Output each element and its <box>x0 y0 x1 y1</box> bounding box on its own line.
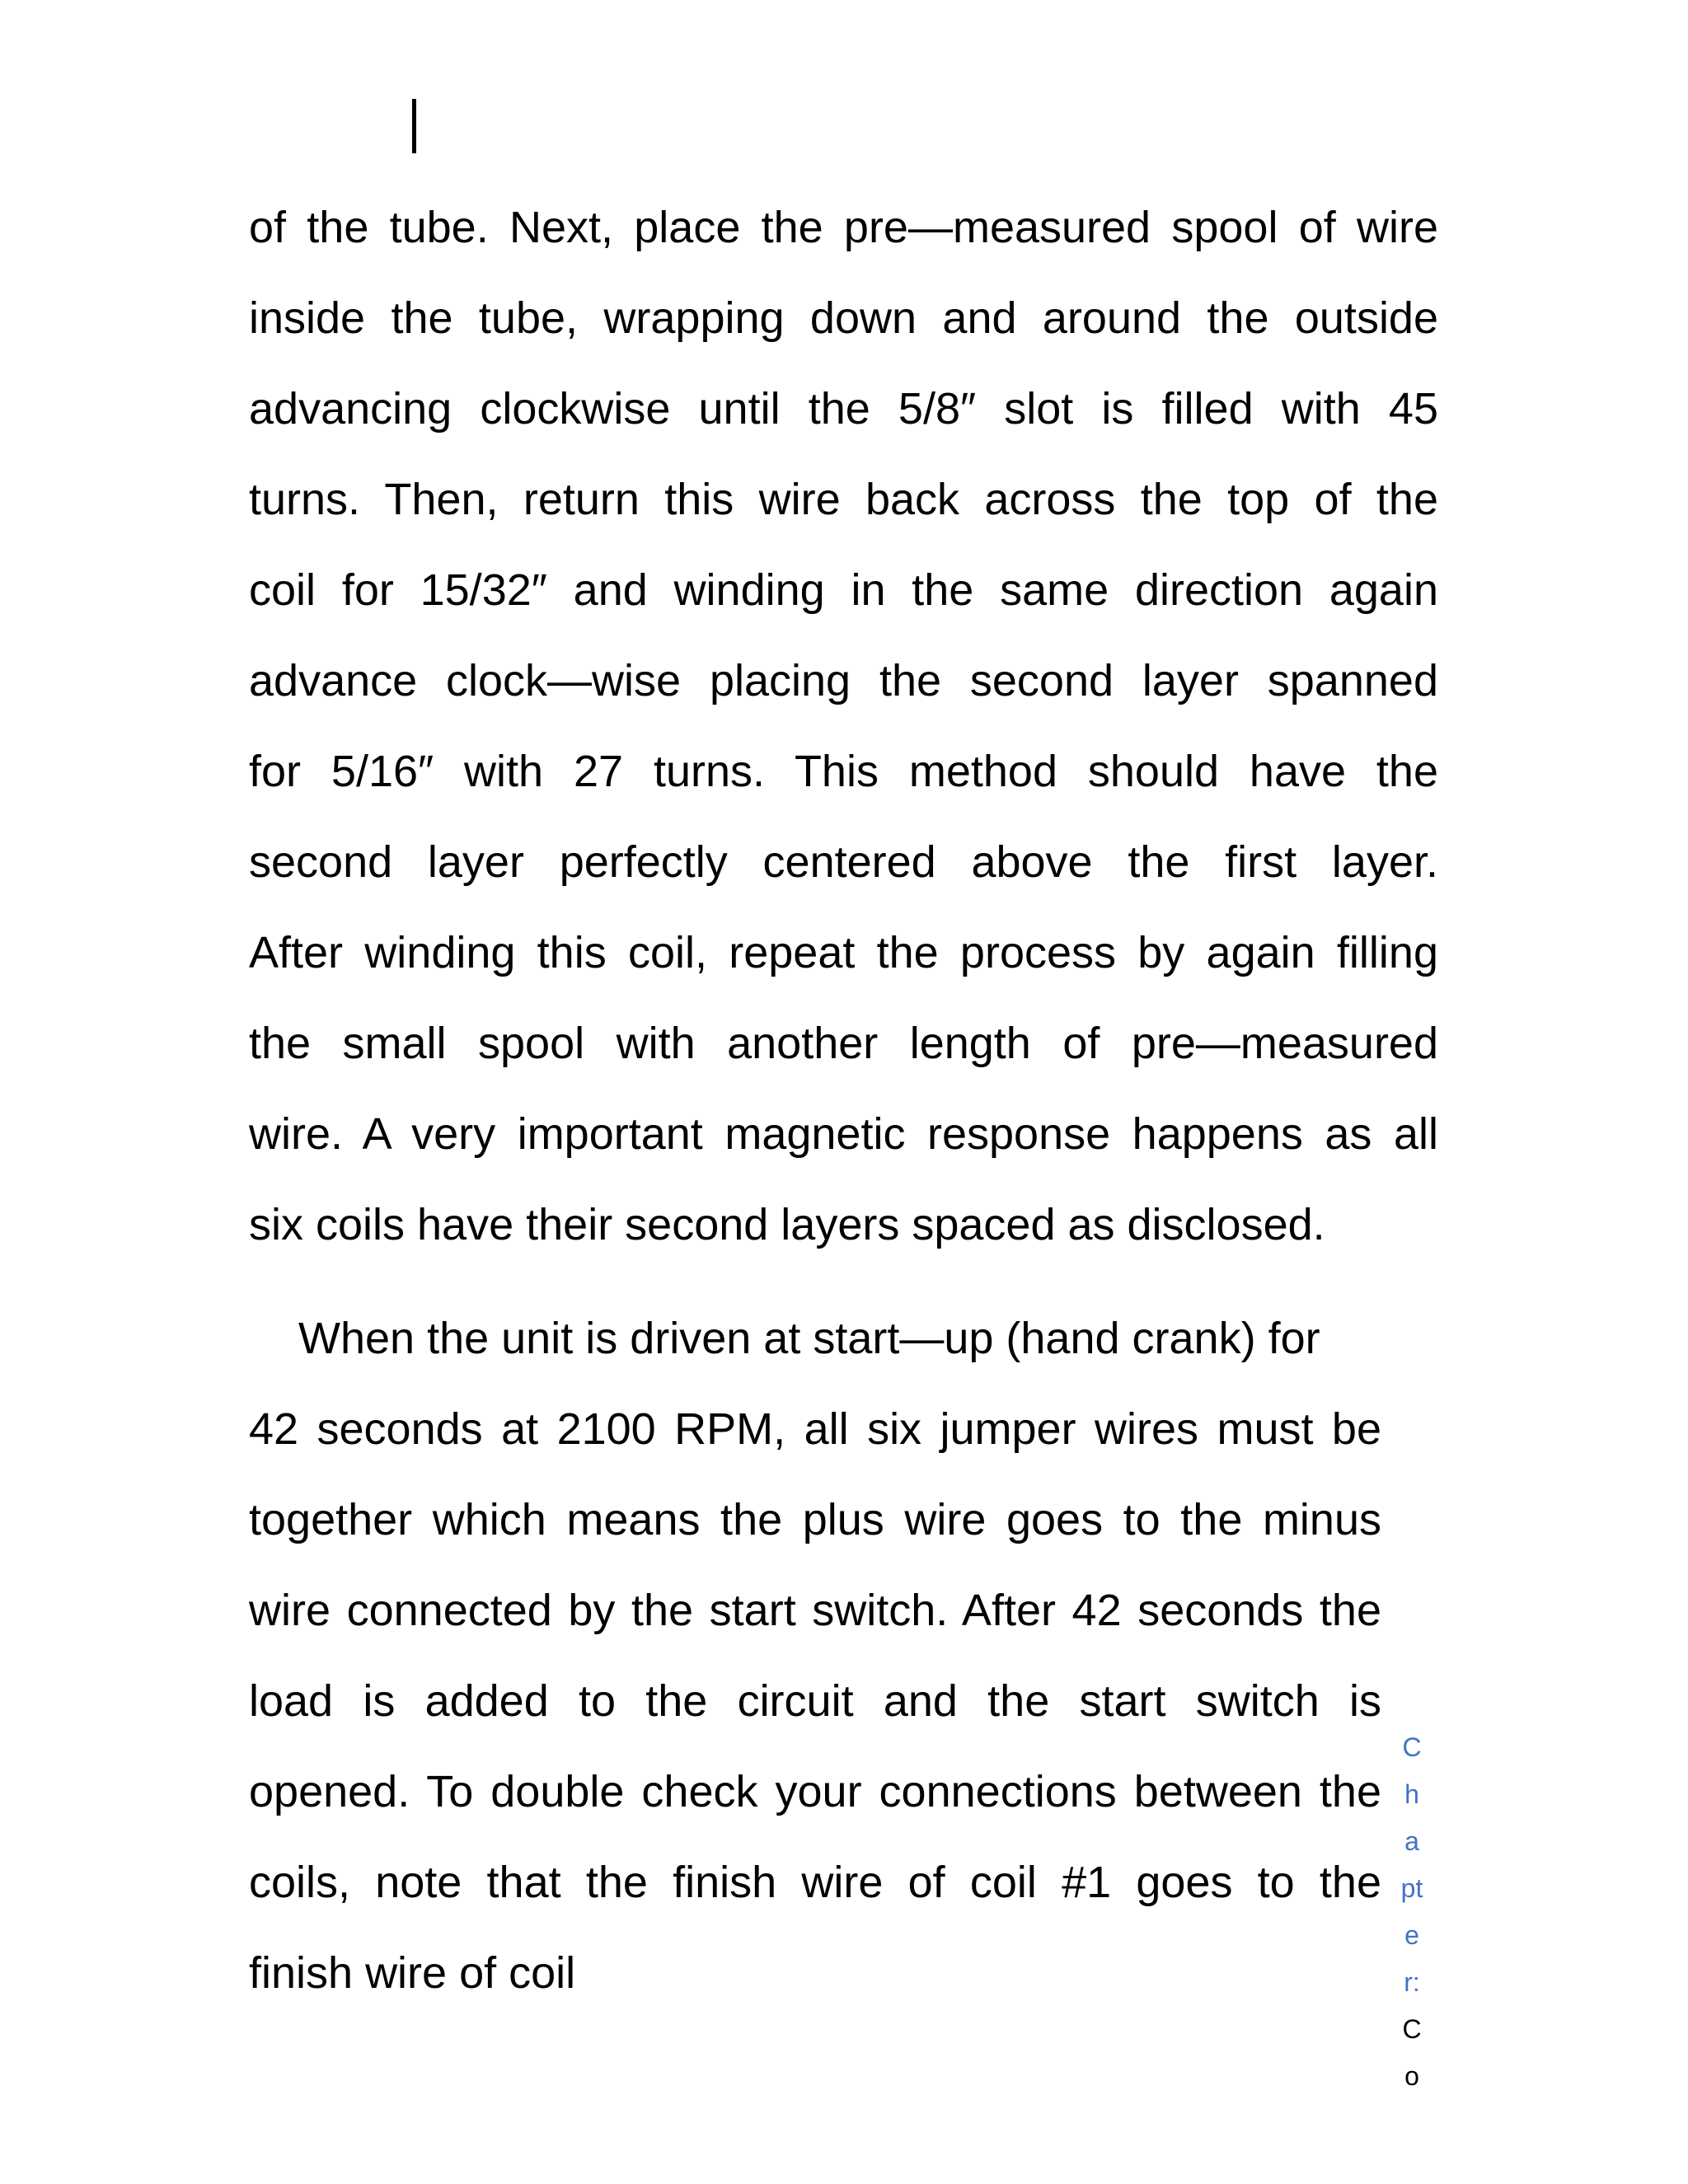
paragraph-line: inside the tube, wrapping down and around the outside <box>249 293 1438 343</box>
paragraph-line: After winding this coil, repeat the process by again filling <box>249 928 1438 977</box>
paragraph-line: advancing clockwise until the 5/8″ slot is filled with 45 <box>249 384 1438 434</box>
paragraph-line: advance clock—wise placing the second layer spanned <box>249 656 1438 705</box>
side-note-char: r: <box>1404 1967 1420 1997</box>
text-cursor <box>412 99 416 153</box>
paragraph-line: of the tube. Next, place the pre—measured spool of wire <box>249 203 1438 252</box>
paragraph-line: the small spool with another length of pre—measured <box>249 1019 1438 1068</box>
paragraph-line: finish wire of coil <box>249 1948 576 1998</box>
body-paragraph-2 <box>249 1293 1381 2018</box>
paragraph-line: wire connected by the start switch. After 42 seconds the <box>249 1586 1381 1635</box>
side-note-char: pt <box>1400 1873 1423 1903</box>
paragraph-line: for 5/16″ with 27 turns. This method should have the <box>249 747 1438 796</box>
paragraph-line: coil for 15/32″ and winding in the same direction again <box>249 565 1438 615</box>
paragraph-line: coils, note that the finish wire of coil #1 goes to the <box>249 1858 1381 1907</box>
side-note-char: C <box>1402 1732 1422 1762</box>
side-note-char: e <box>1404 1920 1419 1950</box>
paragraph-line: turns. Then, return this wire back across the top of the <box>249 475 1438 524</box>
side-note-char: o <box>1404 2061 1419 2091</box>
paragraph-line: wire. A very important magnetic response happens as all <box>249 1109 1438 1159</box>
side-note-char: h <box>1404 1779 1419 1809</box>
paragraph-line: opened. To double check your connections between the <box>249 1767 1381 1816</box>
side-note-char: C <box>1402 2014 1422 2044</box>
paragraph-line: load is added to the circuit and the start switch is <box>249 1676 1381 1726</box>
paragraph-line: six coils have their second layers spaced as disclosed. <box>249 1200 1325 1249</box>
side-note-char: a <box>1404 1826 1419 1856</box>
side-margin-note <box>1398 1724 1426 2100</box>
paragraph-line: second layer perfectly centered above the first layer. <box>249 837 1438 887</box>
paragraph-line: When the unit is driven at start—up (hand crank) for <box>249 1314 1320 1363</box>
paragraph-line: together which means the plus wire goes to the minus <box>249 1495 1381 1544</box>
body-paragraph-1 <box>249 182 1438 1270</box>
paragraph-line: 42 seconds at 2100 RPM, all six jumper wires must be <box>249 1404 1381 1454</box>
